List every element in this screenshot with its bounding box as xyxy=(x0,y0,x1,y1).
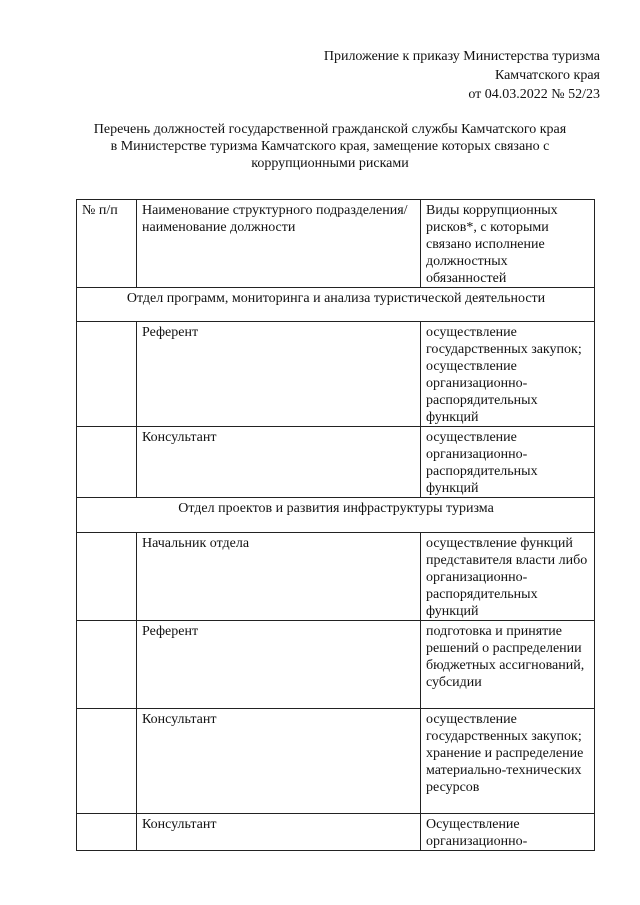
table-row xyxy=(77,814,595,851)
row-risk: осуществление организационно-распорядительных функций xyxy=(421,427,595,498)
title-line-1: Перечень должностей государственной гражданской службы Камчатского края xyxy=(93,122,567,137)
row-num xyxy=(77,533,137,621)
section-row xyxy=(77,288,595,322)
row-risk: осуществление функций представителя власти либо организационно-распорядительных функций xyxy=(421,533,595,621)
section-title: Отдел программ, мониторинга и анализа туристической деятельности xyxy=(77,288,595,322)
table-row xyxy=(77,709,595,814)
appendix-line-3: от 04.03.2022 № 52/23 xyxy=(468,87,600,102)
row-position: Референт xyxy=(137,322,421,427)
row-num xyxy=(77,709,137,814)
header-risks: Виды коррупционных рисков*, с которыми связано исполнение должностных обязанностей xyxy=(421,200,595,288)
document-title xyxy=(60,121,600,172)
table-header-row xyxy=(77,200,595,288)
title-line-2: в Министерстве туризма Камчатского края, замещение которых связано с xyxy=(110,139,550,154)
row-position: Консультант xyxy=(137,427,421,498)
row-risk: Осуществление организационно- xyxy=(421,814,595,851)
row-position: Консультант xyxy=(137,709,421,814)
title-line-3: коррупционными рисками xyxy=(251,156,409,171)
table-row xyxy=(77,621,595,709)
row-position: Референт xyxy=(137,621,421,709)
row-position: Консультант xyxy=(137,814,421,851)
row-num xyxy=(77,621,137,709)
row-position: Начальник отдела xyxy=(137,533,421,621)
header-num: № п/п xyxy=(77,200,137,288)
row-num xyxy=(77,814,137,851)
appendix-header xyxy=(220,47,600,104)
table-row xyxy=(77,533,595,621)
appendix-line-2: Камчатского края xyxy=(494,68,600,83)
section-row xyxy=(77,498,595,533)
table-row xyxy=(77,427,595,498)
table-row xyxy=(77,322,595,427)
row-risk: подготовка и принятие решений о распределении бюджетных ассигнований, субсидии xyxy=(421,621,595,709)
row-num xyxy=(77,322,137,427)
row-risk: осуществление государственных закупок; хранение и распределение материально-технических ресурсов xyxy=(421,709,595,814)
appendix-line-1: Приложение к приказу Министерства туризма xyxy=(323,49,600,64)
section-title: Отдел проектов и развития инфраструктуры туризма xyxy=(77,498,595,533)
header-name: Наименование структурного подразделения/ наименование должности xyxy=(137,200,421,288)
positions-table xyxy=(76,199,595,851)
row-risk: осуществление государственных закупок; осуществление организационно-распорядительных функций xyxy=(421,322,595,427)
row-num xyxy=(77,427,137,498)
